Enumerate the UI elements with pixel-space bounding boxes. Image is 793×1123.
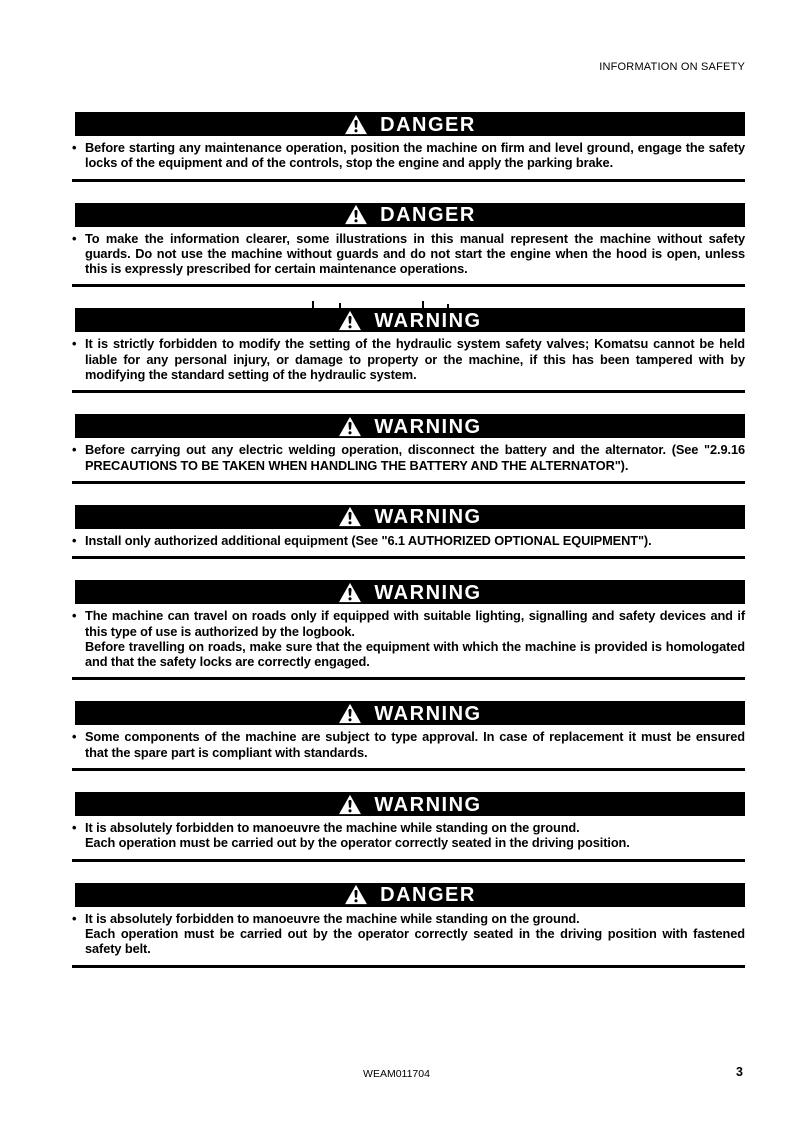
notice-paragraph: It is absolutely forbidden to manoeuvre the machine while standing on the ground. xyxy=(85,820,580,836)
safety-notice xyxy=(72,112,745,182)
safety-notice xyxy=(72,203,745,288)
banner-label: WARNING xyxy=(374,415,482,438)
divider-rule xyxy=(72,859,745,862)
scan-artifact xyxy=(75,301,745,308)
warning-banner xyxy=(75,505,745,529)
bullet-marker: • xyxy=(72,729,77,745)
safety-notice xyxy=(72,308,745,393)
safety-notice xyxy=(72,580,745,680)
footer-doc-code: WEAM011704 xyxy=(363,1068,430,1080)
bullet-marker: • xyxy=(72,336,77,352)
footer-page-number: 3 xyxy=(736,1065,743,1079)
divider-rule xyxy=(72,284,745,287)
notice-body xyxy=(72,140,745,171)
notice-body xyxy=(72,820,745,851)
warning-triangle-icon xyxy=(338,506,362,527)
warning-banner xyxy=(75,580,745,604)
bullet-marker: • xyxy=(72,532,77,548)
divider-rule xyxy=(72,965,745,968)
bullet-marker: • xyxy=(72,910,77,926)
notice-paragraph: It is strictly forbidden to modify the setting of the hydraulic system safety valves; Komatsu cannot be held liable for any personal injury, or damage to property or the machine, if this has been tampered with by modifying the standard setting of the hydraulic system. xyxy=(85,336,745,383)
banner-label: WARNING xyxy=(374,581,482,604)
notice-paragraph: Each operation must be carried out by the operator correctly seated in the driving position with fastened safety belt. xyxy=(85,925,745,957)
bullet-marker: • xyxy=(72,140,77,155)
banner-label: WARNING xyxy=(374,506,482,529)
warning-banner xyxy=(75,792,745,816)
divider-rule xyxy=(72,556,745,559)
bullet-marker: • xyxy=(72,230,77,246)
warning-triangle-icon xyxy=(344,884,368,905)
banner-label: DANGER xyxy=(380,113,476,136)
notice-paragraph: Install only authorized additional equipment (See "6.1 AUTHORIZED OPTIONAL EQUIPMENT"). xyxy=(85,532,652,548)
notice-paragraph: Before starting any maintenance operation, position the machine on firm and level ground, engage the safety locks of the equipment and of the controls, stop the engine and apply the parking brake. xyxy=(85,140,745,171)
notice-body xyxy=(72,533,745,548)
page-header: INFORMATION ON SAFETY xyxy=(599,61,745,73)
banner-label: DANGER xyxy=(380,204,476,227)
warning-triangle-icon xyxy=(338,794,362,815)
warning-triangle-icon xyxy=(338,310,362,331)
notice-paragraph: Each operation must be carried out by the operator correctly seated in the driving position. xyxy=(85,835,630,851)
notice-body xyxy=(72,608,745,669)
safety-notice xyxy=(72,505,745,559)
notice-paragraph: Before carrying out any electric welding operation, disconnect the battery and the alternator. (See "2.9.16 PRECAUTIONS TO BE TAKEN WHEN HANDLING THE BATTERY AND THE ALTERNATOR"). xyxy=(85,442,745,473)
notice-paragraph: To make the information clearer, some illustrations in this manual represent the machine without safety guards. Do not use the machine without guards and do not start the engine when the hood is open, unless this is expressly prescribed for certain maintenance operations. xyxy=(85,230,745,277)
safety-notice xyxy=(72,414,745,484)
divider-rule xyxy=(72,768,745,771)
divider-rule xyxy=(72,481,745,484)
divider-rule xyxy=(72,677,745,680)
notice-body xyxy=(72,729,745,760)
warning-banner xyxy=(75,701,745,725)
notice-body xyxy=(72,231,745,277)
bullet-marker: • xyxy=(72,608,77,624)
warning-triangle-icon xyxy=(338,582,362,603)
banner-label: WARNING xyxy=(374,702,482,725)
notices-column xyxy=(72,112,745,989)
safety-notice xyxy=(72,883,745,968)
warning-triangle-icon xyxy=(338,703,362,724)
bullet-marker: • xyxy=(72,442,77,458)
warning-banner xyxy=(75,308,745,332)
danger-banner xyxy=(75,203,745,227)
warning-triangle-icon xyxy=(344,204,368,225)
safety-notice xyxy=(72,792,745,862)
warning-triangle-icon xyxy=(338,416,362,437)
notice-body xyxy=(72,336,745,382)
notice-body xyxy=(72,911,745,957)
banner-label: WARNING xyxy=(374,793,482,816)
warning-triangle-icon xyxy=(344,114,368,135)
notice-paragraph: Some components of the machine are subject to type approval. In case of replacement it must be ensured that the spare part is compliant with standards. xyxy=(85,729,745,760)
danger-banner xyxy=(75,883,745,907)
banner-label: WARNING xyxy=(374,309,482,332)
safety-notice xyxy=(72,701,745,771)
notice-body xyxy=(72,442,745,473)
notice-paragraph: It is absolutely forbidden to manoeuvre the machine while standing on the ground. xyxy=(85,910,580,926)
banner-label: DANGER xyxy=(380,884,476,907)
warning-banner xyxy=(75,414,745,438)
notice-paragraph: Before travelling on roads, make sure that the equipment with which the machine is provided is homologated and that the safety locks are correctly engaged. xyxy=(85,638,745,670)
bullet-marker: • xyxy=(72,820,77,836)
divider-rule xyxy=(72,390,745,393)
notice-paragraph: The machine can travel on roads only if equipped with suitable lighting, signalling and safety devices and if this type of use is authorized by the logbook. xyxy=(85,608,745,639)
danger-banner xyxy=(75,112,745,136)
divider-rule xyxy=(72,179,745,182)
